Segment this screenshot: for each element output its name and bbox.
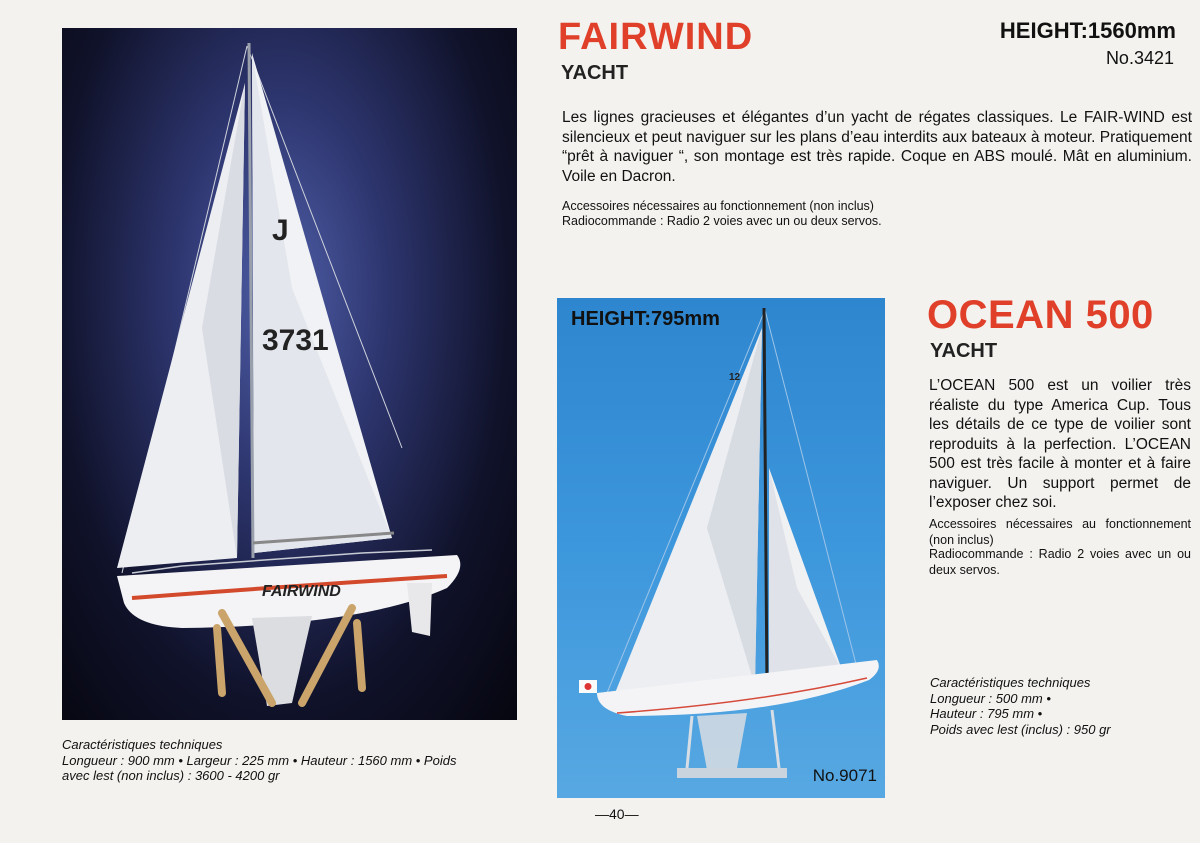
fairwind-sail-number: 3731 (262, 324, 329, 357)
page-number: —40— (595, 806, 639, 822)
fairwind-specs-line2: avec lest (non inclus) : 3600 - 4200 gr (62, 768, 280, 783)
fairwind-sail-letter: J (272, 214, 289, 247)
ocean-sail-number: 12 (729, 372, 741, 383)
fairwind-subtitle: YACHT (561, 62, 629, 84)
fairwind-photo (62, 28, 517, 720)
fairwind-description: Les lignes gracieuses et élégantes d’un yacht de régates classiques. Le FAIR-WIND est silencieux et peut naviguer sur les plans d’eau interdits aux bateaux à moteur. Pratiquement “prêt à naviguer “, son montage est très rapide. Coque en ABS moulé. Mât en aluminium. Voile en Dacron. (562, 109, 1192, 185)
ocean-photo (557, 298, 885, 798)
fairwind-radio: Radiocommande : Radio 2 voies avec un ou deux servos. (562, 214, 882, 228)
ocean-description: L’OCEAN 500 est un voilier très réaliste du type America Cup. Tous les détails de ce type de voilier sont reproduits à la perfection. L’OCEAN 500 est très facile à monter et à faire naviguer. Un support permet de l’exposer chez soi. (929, 377, 1191, 511)
fairwind-specs (62, 737, 532, 784)
ocean-specs-title: Caractéristiques techniques (930, 675, 1091, 690)
ocean-number: No.9071 (812, 766, 877, 785)
ocean-height: HEIGHT:795mm (571, 308, 720, 330)
fairwind-number: No.3421 (1105, 48, 1174, 68)
fairwind-height: HEIGHT:1560mm (999, 18, 1176, 43)
fairwind-specs-line1: Longueur : 900 mm • Largeur : 225 mm • Hauteur : 1560 mm • Poids (62, 752, 457, 768)
ocean-specs (930, 675, 1190, 737)
ocean-specs-line2: Hauteur : 795 mm • (930, 706, 1043, 721)
fairwind-title: FAIRWIND (558, 16, 754, 58)
fairwind-specs-title: Caractéristiques techniques (62, 737, 223, 752)
fairwind-illustration (62, 28, 517, 720)
ocean-radio: Radiocommande : Radio 2 voies avec un ou deux servos. (929, 547, 1191, 577)
ocean-subtitle: YACHT (930, 340, 998, 362)
ocean-specs-line3: Poids avec lest (inclus) : 950 gr (930, 721, 1111, 737)
ocean-accessories: Accessoires nécessaires au fonctionnement (non inclus) (929, 517, 1191, 547)
fairwind-hull-name: FAIRWIND (262, 583, 341, 600)
ocean-title: OCEAN 500 (927, 293, 1154, 337)
ocean-illustration (557, 298, 885, 798)
ocean-specs-line1: Longueur : 500 mm • (930, 690, 1051, 706)
fairwind-accessories: Accessoires nécessaires au fonctionnement (non inclus) (562, 199, 874, 213)
